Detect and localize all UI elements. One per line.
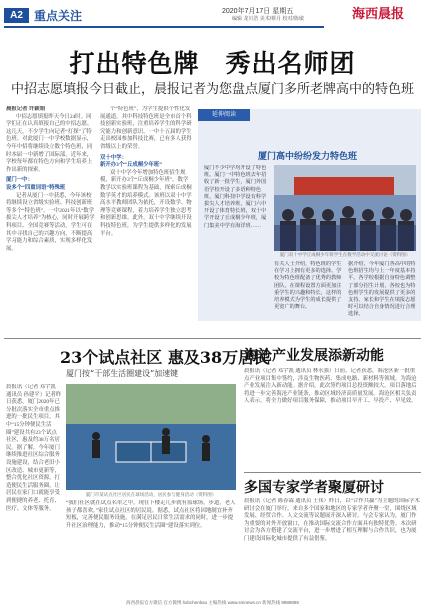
article1-column2 — [100, 106, 192, 332]
header-rule — [4, 26, 324, 28]
sports-court-photo — [66, 384, 236, 490]
card-photo — [274, 165, 416, 251]
article2-photo — [66, 384, 236, 490]
article1-subhead1 — [6, 177, 96, 185]
card-photo-caption: 厦门双十中学丘成桐少年班学生在数学活动中交流讨论（资料图） — [279, 252, 411, 257]
editor-credits: 编辑 龙川浩 美术/蔡月 校对/陈敏 — [232, 16, 304, 22]
article1-intro: 中招志愿填报昨天今日24时。同学们正在认真填报自己的中招志愿。这几天，不少学生向记者“打探”了特色班。对此厦门一中学校数据显示，今年中招将继续设立数个特色班，同时本届一中新增了国际部。近年来，学校每年都在特色方向和学生培养上作出新的探索。 — [6, 113, 93, 173]
article4-headline: 多国专家学者聚厦研讨 — [244, 480, 384, 496]
article2-column2: “我们社区就在试点名单之中，现在下楼走几步就有篮球场，步道，老人孩子都喜欢。”家住试点社区的居民说。据悉，试点社区将因地制宜补齐短板，完善便民服务设施，在满足居民日常生活需求的同时，进一步提升社区治理能力，推动“15分钟便民生活圈”建设落实到位。 — [66, 500, 236, 529]
article1-byline: 晨报记者 许颖娟 — [6, 106, 46, 112]
article1-body1: 记者从厦门一中获悉，今年该校将继续设立省级实验班、科技创新班等多个“特色班”。一中2021年以“数学拔尖人才培养”为核心，同时开展跨学科项目、全国竞赛等活动，学生可在其中寻找自己的兴趣方向，不断提高学习能力和综合素质，实现多样化发展。 — [6, 192, 95, 252]
article1-body3: 双十中学今年增加特色班招生规模，新开办3个“丘成桐少年班”，数学教学以实验班课程为基础，探索丘成桐数学英才的培养模式。该班以双十中学高水平教师团队为依托，开设数学、物理等竞赛课程，着力培养学生独立思考和创新思维。此外，双十中学继续开设科技特色班，为学生提供多样化的发展平台。 — [100, 169, 192, 237]
article2-subheadline: 厦门按“干部生活圈建设”加速键 — [66, 369, 179, 378]
article2-photo-caption: 厦门市某试点社区居民在球场活动，居民参与健身活动（资料图） — [85, 492, 217, 497]
newspaper-logo: 海西晨报 — [351, 7, 404, 22]
article4-body: 晨报讯（记者 陈春霖 通讯员 王伟）昨日，以“合作共赢”为主题的国际学术研讨会在厦门举行，来自多个国家和地区的专家学者齐聚一堂，围绕区域发展、经贸合作、人文交流等议题展开深入研讨。与会专家认为，厦门作为重要的对外开放窗口，在推动国际交流合作方面具有独特优势。本次研讨会为各方搭建了交流平台，进一步增进了相互理解与合作共识，也为厦门建设国际化城市提供了有益借鉴。 — [244, 498, 420, 542]
related-reading-title: 厦门高中纷纷发力特色班 — [258, 151, 358, 161]
divider-main — [4, 338, 421, 339]
article2-column1: 晨报讯（记者 邓宇凯 通讯员 孙建平）记者昨日获悉，厦门2020年已分批次落实全市重点推进的一批民生项目，其中“15分钟便民生活圈”建设共有23个试点社区，惠及约38万名居民。据了解，今年厦门继续推进社区综合服务设施建设，结合老旧小区改造、城市更新等，整合优化社区资源，打造便民生活服务圈，让居民在家门口就能享受到便捷的养老、托育、医疗、文体等服务。 — [6, 384, 62, 512]
article3-body: 晨报讯（记者 邓宇凯 通讯员 林永强）日前，记者获悉，海沧区新一批重点产业项目集中签约，涉及生物医药、集成电路、新材料等领域，为海沧产业发展注入新动能。据介绍，此次签约项目总投资额较大，项目落地后将进一步完善海沧产业链条，推动区域经济高质量发展。海沧区相关负责人表示，将全力做好项目服务保障，推动项目早开工、早投产、早见效。 — [244, 368, 417, 405]
subhead1-label: 厦门一中： — [6, 177, 33, 184]
main-subheadline: 中招志愿填报今日截止，晨报记者为您盘点厦门多所老牌高中的特色班 — [10, 82, 414, 97]
page-footer: 海西晨报官方微信 官方微博 hxbchenbao 主编热线 www.smnews.cn 新闻热线 8888888 — [126, 600, 299, 605]
article1-column1 — [6, 106, 96, 332]
card-text-col1: 厦门不少中学均开设了特色班。厦门一中特色班去年招收了新一批学生，厦门外国语学校开设了多语种特色班，厦门科技中学设有科学拔尖人才培养班，厦门六中开设了体育特长班，双十中学开设了丘成桐少年班，厦门集美中学有海洋班…… — [204, 165, 267, 229]
subhead2-label: 双十中学： — [100, 154, 127, 161]
article3-headline: 海沧产业发展添新动能 — [244, 348, 384, 364]
article2-headline: 23个试点社区 惠及38万居民 — [60, 348, 271, 367]
divider-right — [244, 472, 421, 473]
classroom-photo — [274, 165, 416, 251]
article1-subhead1-title: 设多个“四重词语”特殊班 — [6, 184, 66, 191]
related-reading-card — [198, 109, 421, 321]
page-header — [0, 0, 425, 30]
page-tag: A2 — [4, 8, 29, 23]
issue-date: 2020年7月17日 星期五 — [222, 8, 294, 15]
article1-subhead2-title: 新开办3个“丘成桐少年班” — [100, 162, 162, 169]
section-title: 重点关注 — [34, 9, 83, 23]
main-headline: 打出特色牌 秀出名师团 — [69, 49, 356, 78]
article1-body2: 个“特色班”，为学生提供个性化发展通道。其中科技特色班是全市首个科技创新实验班，注重培养学生的科学研究能力和创新意识，一中十五届的学生走出校园参加科技比赛，已有多人获得省级以上的荣誉。 — [100, 106, 192, 150]
related-reading-label: 延伸阅读 — [198, 109, 250, 121]
card-text-col3: 据介绍，今年厦门各高中的特色班招生均与上一年度基本持平，各学校根据自身特色调整了部分招生计划，各校也为特色班学生的发展提供了更多的支持，家长和学生在填报志愿时可以结合自身情况进行合理选择。 — [348, 261, 416, 317]
card-text-col2: 有关人士介绍，特色班的学生在学习上拥有更多的选择。学校为特色班配备了优秀的教师团队，在课程设置方面更加注重学生的兴趣和特长，这样的培养模式为学生的成长提供了更宽广的舞台。 — [274, 261, 342, 311]
